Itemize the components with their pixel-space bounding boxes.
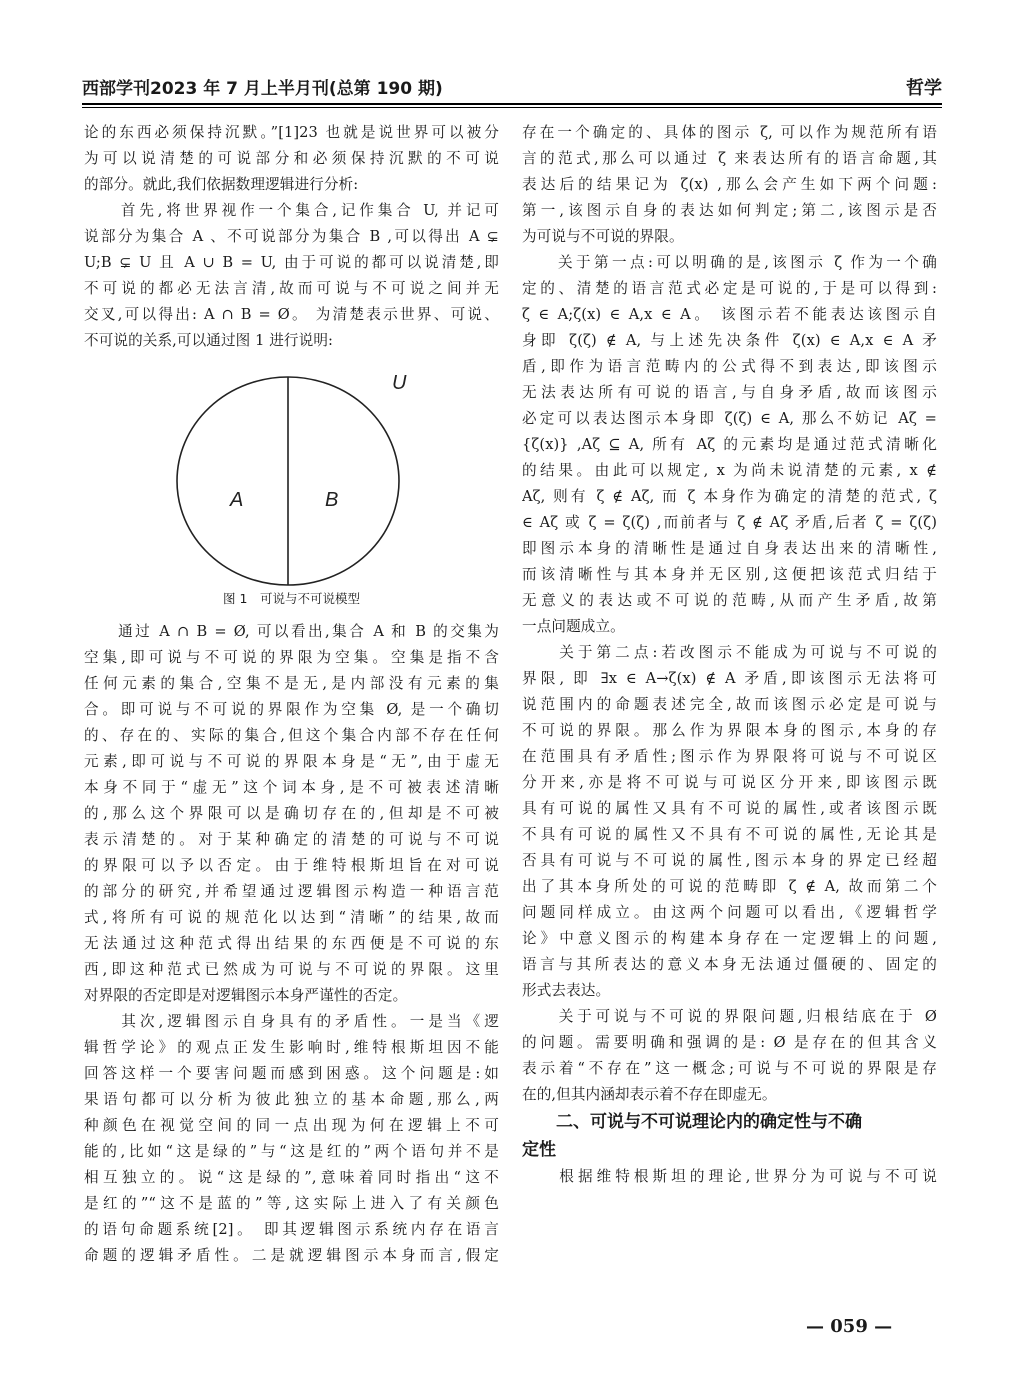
text-line: 无法表达所有可说的语言,与自身矛盾,故而该图示 [522, 384, 937, 401]
text-line: 必定可以表达图示本身即 ζ(ζ) ∈ A, 那么不妨记 Aζ = [522, 410, 937, 427]
text-line: 种颜色在视觉空间的同一点出现为何在逻辑上不可 [84, 1117, 499, 1134]
text-line: 的部分的研究,并希望通过逻辑图示构造一种语言范 [84, 883, 499, 900]
figure-1 [84, 354, 499, 619]
text-line: 命题的逻辑矛盾性。二是就逻辑图示本身而言,假定 [84, 1247, 499, 1264]
text-line: 西,即这种范式已然成为可说与不可说的界限。这里 [84, 961, 499, 978]
text-line: 表示清楚的。对于某种确定的清楚的可说与不可说 [84, 831, 499, 848]
text-line: 第一,该图示自身的表达如何判定;第二,该图示是否 [522, 202, 937, 219]
text-line: 无意义的表达或不可说的范畴,从而产生矛盾,故第 [522, 592, 937, 609]
paragraph [522, 120, 937, 250]
header-rule [82, 103, 942, 105]
text-line: 的、存在的、实际的集合,但这个集合内部不存在任何 [84, 727, 499, 744]
text-line: 不可说的都必无法言清,故而可说与不可说之间并无 [84, 280, 499, 297]
text-line: {ζ(x)} ,Aζ ⊆ A, 所有 Aζ 的元素均是通过范式清晰化 [522, 436, 937, 453]
text-line: 关于第二点:若改图示不能成为可说与不可说的 [522, 644, 937, 661]
text-line: 任何元素的集合,空集不是无,是内部没有元素的集 [84, 675, 499, 692]
text-line: 式,将所有可说的规范化以达到“清晰”的结果,故而 [84, 909, 499, 926]
text-line: 界限, 即 ∃x ∈ A→ζ(x) ∉ A 矛盾,即该图示无法将可 [522, 670, 937, 687]
text-line: 关于第一点:可以明确的是,该图示 ζ 作为一个确 [522, 254, 937, 271]
text-line: 通过 A ∩ B = Ø, 可以看出,集合 A 和 B 的交集为 [84, 623, 499, 640]
text-line: 出了其本身所处的可说的范畴即 ζ ∉ A, 故而第二个 [522, 878, 937, 895]
section-label: 哲学 [906, 78, 942, 99]
text-line: 存在一个确定的、具体的图示 ζ, 可以作为规范所有语 [522, 124, 937, 141]
figure-caption: 图 1 可说与不可说模型 [223, 591, 360, 606]
text-line: 不可说的界限。那么作为界限本身的图示,本身的存 [522, 722, 937, 739]
heading-line: 定性 [522, 1140, 556, 1160]
text-line: 不具有可说的属性又不具有不可说的属性,无论其是 [522, 826, 937, 843]
right-column [522, 120, 937, 1190]
text-line: 的语句命题系统[2]。 即其逻辑图示系统内存在语言 [84, 1221, 499, 1238]
text-line: 是红的”“这不是蓝的”等,这实际上进入了有关颜色 [84, 1195, 499, 1212]
text-line: 的界限可以予以否定。由于维特根斯坦旨在对可说 [84, 857, 499, 874]
text-line: 为可以说清楚的可说部分和必须保持沉默的不可说 [84, 150, 499, 167]
text-line: 的问题。需要明确和强调的是: Ø 是存在的但其含义 [522, 1034, 937, 1051]
text-line: 表达后的结果记为 ζ(x) ,那么会产生如下两个问题: [522, 176, 937, 193]
text-line: 盾,即作为语言范畴内的公式得不到表达,即该图示 [522, 358, 937, 375]
text-line: 回答这样一个要害问题而感到困惑。这个问题是:如 [84, 1065, 499, 1082]
text-line: 在的,但其内涵却表示着不存在即虚无。 [522, 1086, 777, 1103]
text-line: 一点问题成立。 [522, 618, 625, 635]
text-line: 具有可说的属性又具有不可说的属性,或者该图示既 [522, 800, 937, 817]
text-line: 说范围内的命题表述完全,故而该图示必定是可说与 [522, 696, 937, 713]
text-line: 定的、清楚的语言范式必定是可说的,于是可以得到: [522, 280, 937, 297]
text-line: 对界限的否定即是对逻辑图示本身严谨性的否定。 [84, 987, 408, 1004]
text-line: 首先,将世界视作一个集合,记作集合 U, 并记可 [84, 202, 499, 219]
paragraph [84, 120, 499, 198]
text-line: ∈ Aζ 或 ζ = ζ(ζ) ,而前者与 ζ ∉ Aζ 矛盾,后者 ζ = ζ(ζ) [522, 514, 937, 531]
text-line: 论的东西必须保持沉默。”[1]23 也就是说世界可以被分 [84, 124, 499, 141]
label-b: B [325, 489, 339, 511]
paragraph [522, 1164, 937, 1190]
heading-line: 二、可说与不可说理论内的确定性与不确 [522, 1112, 862, 1132]
text-line: 交叉,可以得出: A ∩ B = Ø。 为清楚表示世界、可说、 [84, 306, 499, 323]
text-line: 无法通过这种范式得出结果的东西便是不可说的东 [84, 935, 499, 952]
text-line: 问题同样成立。由这两个问题可以看出,《逻辑哲学 [522, 904, 937, 921]
text-line: 的结果。由此可以规定, x 为尚未说清楚的元素, x ∉ [522, 462, 937, 479]
text-line: 其次,逻辑图示自身具有的矛盾性。一是当《逻 [84, 1013, 499, 1030]
text-line: 身即 ζ(ζ) ∉ A, 与上述先决条件 ζ(x) ∈ A,x ∈ A 矛 [522, 332, 937, 349]
text-line: 而该清晰性与其本身并无区别,这便把该范式归结于 [522, 566, 937, 583]
paragraph [84, 619, 499, 1009]
text-line: 表示着“不存在”这一概念;可说与不可说的界限是存 [522, 1060, 937, 1077]
text-line: 的,那么这个界限可以是确切存在的,但却是不可被 [84, 805, 499, 822]
paragraph [84, 198, 499, 354]
paragraph [522, 640, 937, 1004]
text-line: 根据维特根斯坦的理论,世界分为可说与不可说 [522, 1168, 937, 1185]
text-line: 合。即可说与不可说的界限作为空集 Ø, 是一个确切 [84, 701, 499, 718]
text-line: 分开来,亦是将不可说与可说区分开来,即该图示既 [522, 774, 937, 791]
text-line: U;B ⊊ U 且 A ∪ B = U, 由于可说的都可以说清楚,即 [84, 254, 499, 271]
text-line: 辑哲学论》的观点正发生影响时,维特根斯坦因不能 [84, 1039, 499, 1056]
section-heading [522, 1108, 937, 1164]
set-diagram [84, 354, 499, 589]
text-line: 即图示本身的清晰性是通过自身表达出来的清晰性, [522, 540, 937, 557]
paragraph [522, 250, 937, 640]
text-line: 为可说与不可说的界限。 [522, 228, 684, 245]
text-line: 关于可说与不可说的界限问题,归根结底在于 Ø [522, 1008, 937, 1025]
paragraph [84, 1009, 499, 1269]
text-line: 的部分。就此,我们依据数理逻辑进行分析: [84, 176, 359, 193]
text-line: 言的范式,那么可以通过 ζ 来表达所有的语言命题,其 [522, 150, 937, 167]
journal-title: 西部学刊2023 年 7 月上半月刊(总第 190 期) [82, 79, 443, 99]
label-u: U [392, 372, 407, 394]
text-line: 语言与其所表达的意义本身无法通过僵硬的、固定的 [522, 956, 937, 973]
left-column [84, 120, 499, 1269]
running-header [82, 72, 942, 102]
text-line: 说部分为集合 A 、不可说部分为集合 B ,可以得出 A ⊊ [84, 228, 499, 245]
text-line: 在范围具有矛盾性;图示作为界限将可说与不可说区 [522, 748, 937, 765]
text-line: 本身不同于“虚无”这个词本身,是不可被表述清晰 [84, 779, 499, 796]
page-number: — 059 — [806, 1316, 893, 1337]
text-line: 元素,即可说与不可说的界限本身是“无”,由于虚无 [84, 753, 499, 770]
text-line: 果语句都可以分析为彼此独立的基本命题,那么,两 [84, 1091, 499, 1108]
text-line: 论》中意义图示的构建本身存在一定逻辑上的问题, [522, 930, 937, 947]
text-line: 相互独立的。说“这是绿的”,意味着同时指出“这不 [84, 1169, 499, 1186]
text-line: 能的,比如“这是绿的”与“这是红的”两个语句并不是 [84, 1143, 499, 1160]
label-a: A [230, 489, 244, 511]
text-line: Aζ, 则有 ζ ∉ Aζ, 而 ζ 本身作为确定的清楚的范式, ζ [522, 488, 937, 505]
paragraph [522, 1004, 937, 1108]
text-line: 否具有可说与不可说的属性,图示本身的界定已经超 [522, 852, 937, 869]
header-rule-thin [82, 107, 942, 108]
text-line: 空集,即可说与不可说的界限为空集。空集是指不含 [84, 649, 499, 666]
text-line: ζ ∈ A;ζ(x) ∈ A,x ∈ A。 该图示若不能表达该图示自 [522, 306, 937, 323]
text-line: 不可说的关系,可以通过图 1 进行说明: [84, 332, 334, 349]
text-line: 形式去表达。 [522, 982, 611, 999]
